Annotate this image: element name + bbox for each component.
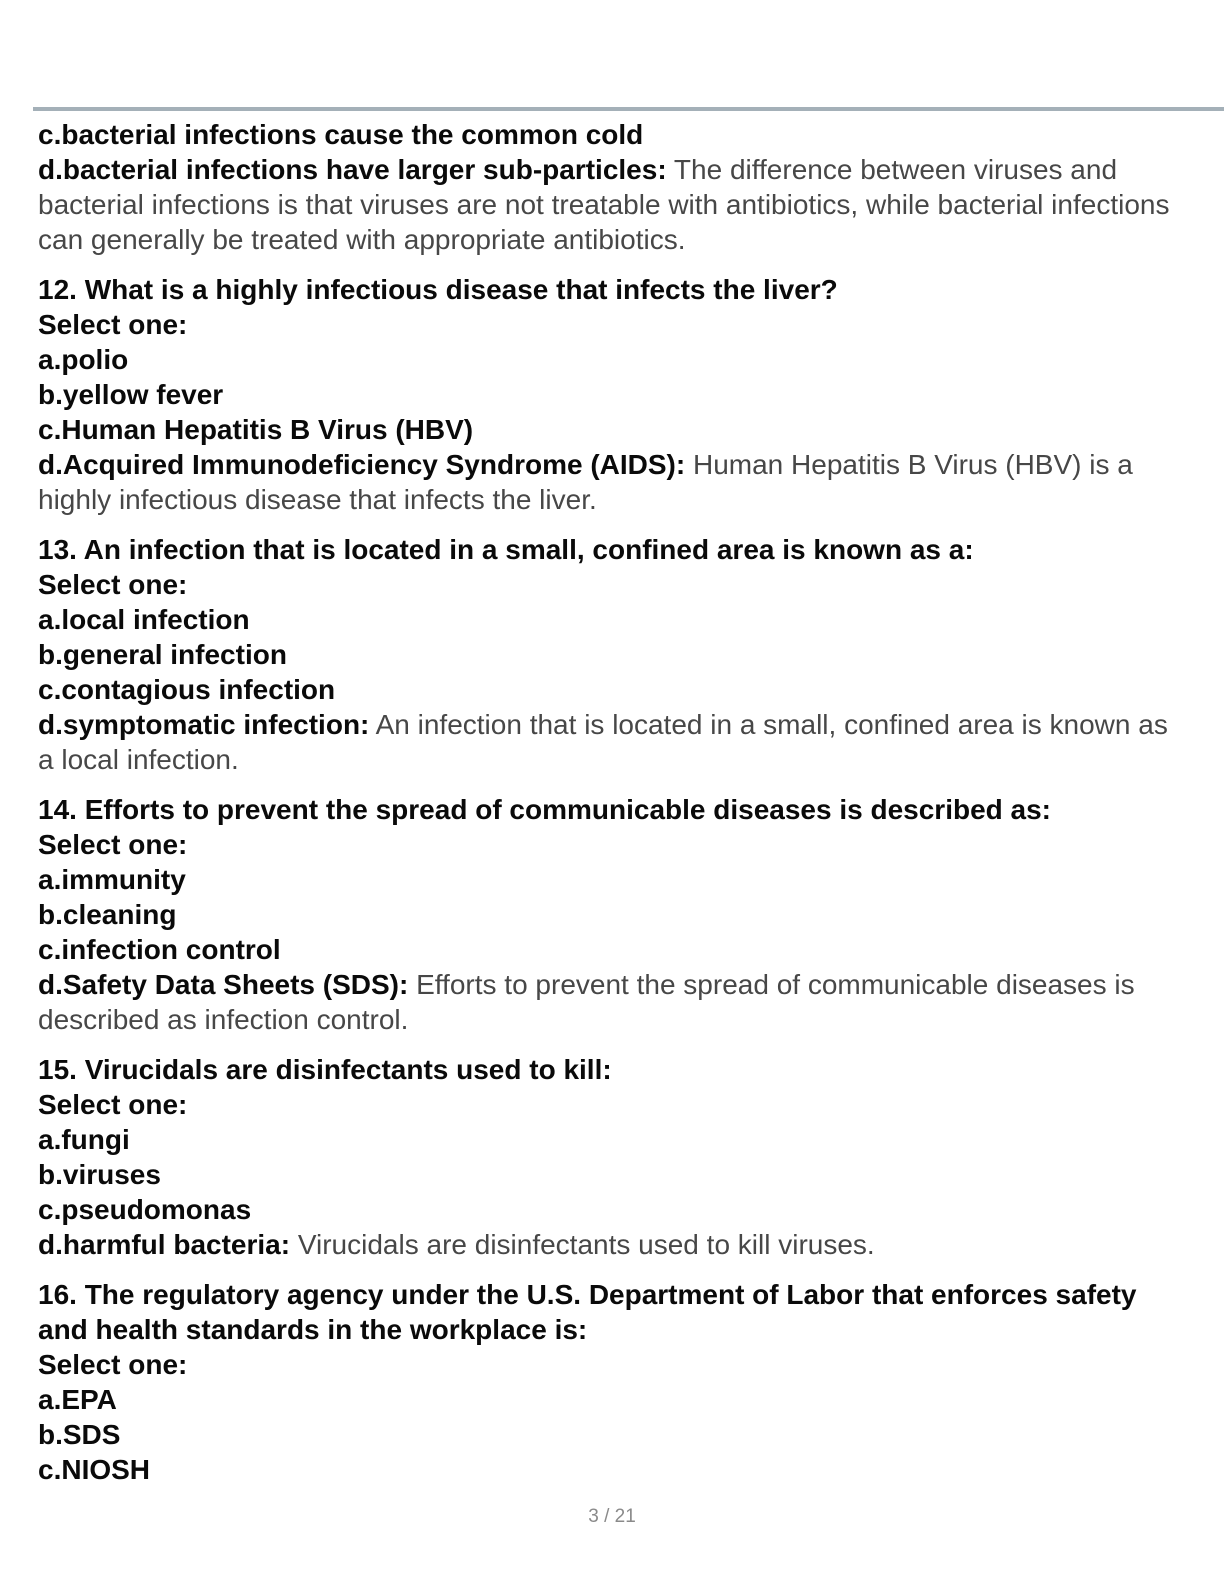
answer-explanation: Efforts to prevent the spread of communicable diseases is described as infection control. [38, 969, 1135, 1035]
question-12 [38, 272, 1180, 517]
select-one-label: Select one: [38, 829, 188, 860]
option-c: c.Human Hepatitis B Virus (HBV) [38, 414, 474, 445]
option-c: c.NIOSH [38, 1454, 151, 1485]
answer-explanation: An infection that is located in a small, confined area is known as a local infection. [38, 709, 1168, 775]
option-a: a.EPA [38, 1384, 117, 1415]
question-14 [38, 792, 1180, 1037]
answer-explanation: Human Hepatitis B Virus (HBV) is a highly infectious disease that infects the liver. [38, 449, 1133, 515]
page-number: 3 / 21 [588, 1506, 636, 1527]
option-c: c.contagious infection [38, 674, 336, 705]
option-b: b.cleaning [38, 899, 177, 930]
option-a: a.polio [38, 344, 129, 375]
question-title: 15. Virucidals are disinfectants used to kill: [38, 1054, 612, 1085]
option-b: b.viruses [38, 1159, 161, 1190]
option-a: a.fungi [38, 1124, 130, 1155]
document-content [38, 117, 1180, 1487]
question-title: 14. Efforts to prevent the spread of communicable diseases is described as: [38, 794, 1052, 825]
question-title: 13. An infection that is located in a small, confined area is known as a: [38, 534, 974, 565]
option-d-answer [38, 152, 1180, 257]
answer-option-label: d.symptomatic infection: [38, 709, 370, 740]
select-one-label: Select one: [38, 569, 188, 600]
option-d-answer [38, 967, 1180, 1037]
option-d-answer [38, 1227, 1180, 1262]
question-11-tail [38, 117, 1180, 257]
page-divider [33, 107, 1224, 111]
question-title: 12. What is a highly infectious disease that infects the liver? [38, 274, 838, 305]
option-b: b.yellow fever [38, 379, 224, 410]
answer-option-label: d.Acquired Immunodeficiency Syndrome (AIDS): [38, 449, 686, 480]
option-d-answer [38, 447, 1180, 517]
select-one-label: Select one: [38, 309, 188, 340]
option-b: b.general infection [38, 639, 287, 670]
select-one-label: Select one: [38, 1349, 188, 1380]
answer-option-label: d.bacterial infections have larger sub-particles: [38, 154, 667, 185]
question-16 [38, 1277, 1180, 1487]
option-b: b.SDS [38, 1419, 121, 1450]
question-15 [38, 1052, 1180, 1262]
option-c: c.bacterial infections cause the common cold [38, 119, 644, 150]
question-title: 16. The regulatory agency under the U.S. Department of Labor that enforces safety and health standards in the workplace is: [38, 1279, 1137, 1345]
option-c: c.pseudomonas [38, 1194, 252, 1225]
answer-option-label: d.Safety Data Sheets (SDS): [38, 969, 409, 1000]
option-d-answer [38, 707, 1180, 777]
question-13 [38, 532, 1180, 777]
answer-option-label: d.harmful bacteria: [38, 1229, 291, 1260]
answer-explanation: The difference between viruses and bacterial infections is that viruses are not treatable with antibiotics, while bacterial infections can generally be treated with appropriate antibiotics. [38, 154, 1170, 255]
option-a: a.immunity [38, 864, 186, 895]
select-one-label: Select one: [38, 1089, 188, 1120]
option-a: a.local infection [38, 604, 250, 635]
answer-explanation: Virucidals are disinfectants used to kill viruses. [290, 1229, 875, 1260]
option-c: c.infection control [38, 934, 281, 965]
